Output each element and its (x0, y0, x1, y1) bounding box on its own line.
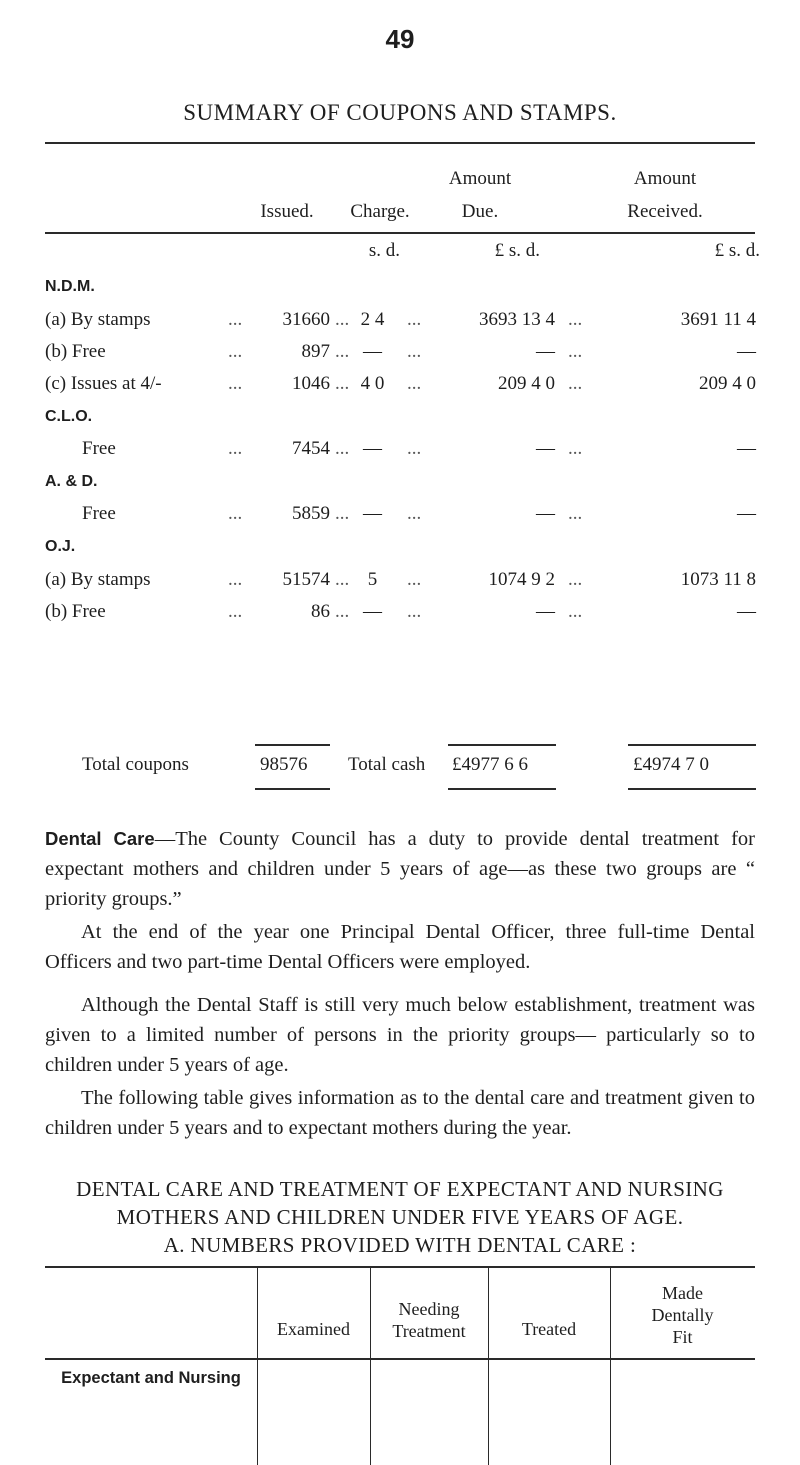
leader-dots: ... (228, 569, 243, 590)
total-coupons-label: Total coupons (82, 754, 189, 775)
header-amount-due-1: Amount (448, 168, 512, 189)
header-amount-due-2: Due. (461, 201, 499, 222)
dental-heading-line2: MOTHERS AND CHILDREN UNDER FIVE YEARS OF AGE. (116, 1205, 684, 1229)
row-received: 3691 11 4 (680, 309, 756, 330)
row-label: (a) By stamps (45, 309, 151, 330)
row-issued: 1046 (292, 373, 330, 394)
dental-header-rule (45, 1358, 755, 1360)
row-charge: 2 4 (360, 309, 385, 330)
row-due: — (536, 601, 555, 622)
row-received: — (737, 601, 756, 622)
header-charge: Charge. (350, 201, 410, 222)
dental-col-made-dentally-fit (610, 1282, 755, 1348)
row-issued: 31660 (282, 309, 330, 330)
unit-received: £ s. d. (714, 240, 760, 261)
page-title: SUMMARY OF COUPONS AND STAMPS. (183, 100, 617, 125)
row-received: 209 4 0 (699, 373, 756, 394)
section-label: A. & D. (45, 473, 98, 490)
row-label: Free (82, 438, 116, 459)
row-received: 1073 11 8 (680, 569, 756, 590)
leader-dots: ... (407, 438, 422, 459)
row-charge: 4 0 (360, 373, 385, 394)
row-label: (b) Free (45, 341, 106, 362)
page-number: 49 (385, 24, 415, 54)
paragraph-lead: Dental Care (45, 828, 155, 849)
leader-dots: ... (568, 373, 583, 394)
paragraph-dental-care (45, 824, 755, 914)
dental-col-divider-1 (257, 1266, 258, 1465)
leader-dots: ... (228, 503, 243, 524)
total-cash-label: Total cash (348, 754, 426, 775)
leader-dots: ... (335, 503, 350, 524)
leader-dots: ... (335, 373, 350, 394)
row-received: — (737, 341, 756, 362)
leader-dots: ... (407, 309, 422, 330)
leader-dots: ... (407, 373, 422, 394)
paragraph-staff: At the end of the year one Principal Dental Officer, three full-time Dental Officers and two part-time Dental Officers were employed. (45, 921, 755, 973)
table-top-rule (45, 142, 755, 144)
row-issued: 7454 (292, 438, 330, 459)
row-due: — (536, 438, 555, 459)
total-received: £4974 7 0 (633, 754, 709, 775)
col-line: Fit (672, 1327, 693, 1347)
row-due: — (536, 503, 555, 524)
row-label-line: Expectant and Nursing (61, 1369, 241, 1387)
row-issued: 86 (311, 601, 330, 622)
dental-col-divider-2 (370, 1266, 371, 1465)
total-underline-received (628, 788, 756, 790)
header-amount-received-1: Amount (633, 168, 697, 189)
row-charge: — (363, 503, 382, 524)
col-line: Made (662, 1283, 703, 1303)
leader-dots: ... (228, 341, 243, 362)
leader-dots: ... (568, 438, 583, 459)
leader-dots: ... (407, 503, 422, 524)
total-rule-due (448, 744, 556, 746)
row-label: Free (82, 503, 116, 524)
leader-dots: ... (228, 309, 243, 330)
row-charge: 5 (367, 569, 378, 590)
leader-dots: ... (228, 373, 243, 394)
dental-table-top-rule (45, 1266, 755, 1268)
row-due: 209 4 0 (498, 373, 555, 394)
leader-dots: ... (407, 601, 422, 622)
section-label: O.J. (45, 538, 76, 555)
leader-dots: ... (228, 601, 243, 622)
row-received: — (737, 438, 756, 459)
leader-dots: ... (407, 569, 422, 590)
row-due: 3693 13 4 (479, 309, 555, 330)
leader-dots: ... (568, 569, 583, 590)
col-line: Treatment (392, 1321, 466, 1341)
leader-dots: ... (335, 569, 350, 590)
dental-col-needing-treatment (370, 1298, 488, 1342)
leader-dots: ... (568, 503, 583, 524)
leader-dots: ... (335, 309, 350, 330)
leader-dots: ... (335, 438, 350, 459)
total-underline-due (448, 788, 556, 790)
dental-col-examined: Examined (277, 1319, 350, 1339)
dental-heading-line3: A. NUMBERS PROVIDED WITH DENTAL CARE : (163, 1233, 637, 1257)
leader-dots: ... (335, 601, 350, 622)
row-issued: 897 (301, 341, 330, 362)
dental-heading-line1: DENTAL CARE AND TREATMENT OF EXPECTANT AND NURSING (76, 1177, 724, 1201)
row-due: — (536, 341, 555, 362)
dental-col-treated: Treated (521, 1319, 577, 1339)
row-charge: — (363, 341, 382, 362)
dental-row-expectant-label (45, 1368, 257, 1388)
row-charge: — (363, 438, 382, 459)
row-label: (c) Issues at 4/- (45, 373, 162, 394)
header-rule (45, 232, 755, 234)
row-charge: — (363, 601, 382, 622)
total-underline-issued (255, 788, 330, 790)
paragraph-following-table: The following table gives information as to the dental care and treatment given to children under 5 years and to expectant mothers during the year. (45, 1087, 755, 1139)
unit-charge: s. d. (368, 240, 400, 261)
total-due: £4977 6 6 (452, 754, 528, 775)
leader-dots: ... (568, 601, 583, 622)
leader-dots: ... (335, 341, 350, 362)
leader-dots: ... (568, 341, 583, 362)
col-line: Needing (398, 1299, 460, 1319)
leader-dots: ... (407, 341, 422, 362)
leader-dots: ... (568, 309, 583, 330)
total-rule-issued (255, 744, 330, 746)
row-issued: 51574 (282, 569, 330, 590)
col-line: Dentally (651, 1305, 714, 1325)
section-label: C.L.O. (45, 408, 93, 425)
paragraph-text: —The County Council has a duty to provide dental treatment for expectant mothers and children under 5 years of age—as these two groups are “ priority groups.” (45, 828, 755, 910)
row-due: 1074 9 2 (488, 569, 555, 590)
row-issued: 5859 (292, 503, 330, 524)
total-rule-received (628, 744, 756, 746)
paragraph-establishment: Although the Dental Staff is still very much below establishment, treatment was given to a limited number of persons in the priority groups— particularly so to children under 5 years of age. (45, 994, 755, 1076)
total-coupons-value: 98576 (260, 754, 308, 775)
dental-col-divider-3 (488, 1266, 489, 1465)
row-received: — (737, 503, 756, 524)
row-label: (b) Free (45, 601, 106, 622)
section-label: N.D.M. (45, 278, 95, 295)
header-issued: Issued. (260, 201, 314, 222)
leader-dots: ... (228, 438, 243, 459)
unit-due: £ s. d. (494, 240, 540, 261)
header-amount-received-2: Received. (627, 201, 703, 222)
row-label: (a) By stamps (45, 569, 151, 590)
